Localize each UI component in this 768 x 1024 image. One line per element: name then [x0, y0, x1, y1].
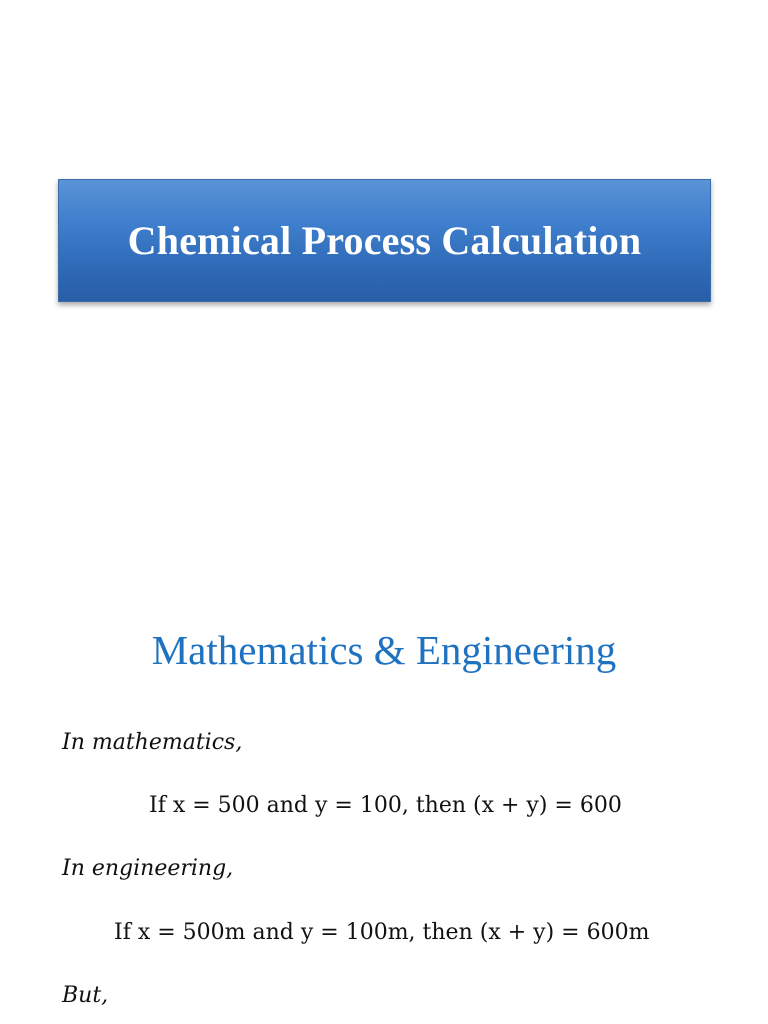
mathematics-example-line: If x = 500 and y = 100, then (x + y) = 600	[149, 793, 622, 818]
mathematics-intro-line: In mathematics,	[62, 730, 243, 755]
engineering-intro-line: In engineering,	[62, 856, 234, 881]
title-banner	[58, 179, 711, 302]
section-heading: Mathematics & Engineering	[151, 627, 617, 673]
document-title: Chemical Process Calculation	[127, 218, 642, 263]
but-line: But,	[62, 983, 109, 1008]
engineering-example-line: If x = 500m and y = 100m, then (x + y) = 600m	[114, 920, 650, 945]
